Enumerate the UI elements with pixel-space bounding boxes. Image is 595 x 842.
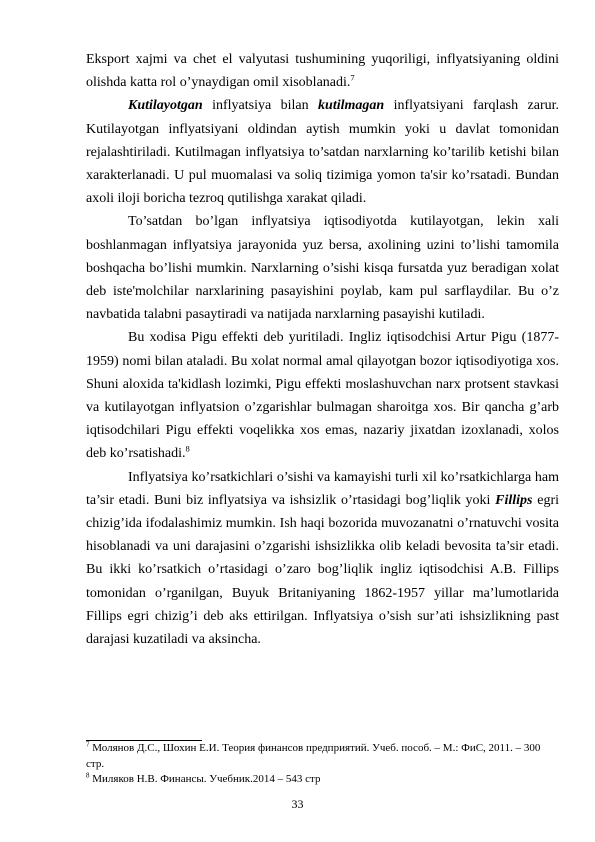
paragraph-text: inflyatsiyani farqlash zarur. Kutilayotgan inflyatsiyani oldindan aytish mumkin yoki u davlat tomonidan rejalashtiriladi. Kutilmagan inflyatsiya to’satdan narxlarning ko’tarilib ketishi bilan xarakterlanadi. U pul muomalasi va soliq tizimiga yomon ta'sir ko’rsatadi. Bundan axoli iloji boricha tezroq qutilishga xarakat qiladi. — [86, 98, 560, 207]
paragraph-3 — [86, 210, 559, 326]
footnote-7 — [86, 741, 559, 772]
footnotes — [86, 741, 559, 788]
paragraph-2 — [86, 94, 559, 210]
paragraph-text: inflyatsiya bilan — [202, 98, 319, 114]
footnote-ref-8[interactable]: 8 — [185, 443, 190, 454]
footnote-text: Молянов Д.С., Шохин Е.И. Теория финансов предприятий. Учеб. пособ. – М.: ФиС, 2011. – 300 стр. — [86, 742, 541, 770]
footnote-number: 7 — [86, 740, 90, 749]
footnote-8 — [86, 772, 559, 788]
paragraph-text: To’satdan bo’lgan inflyatsiya iqtisodiyotda kutilayotgan, lekin xali boshlanmagan inflyatsiya jarayonida yuz bersa, axolining uzini to’lishi tamomila boshqacha bo’lishi mumkin. Narxlarning o’sishi kisqa fursatda yuz beradigan xolat deb iste'molchilar narxlarining pasayishini poylab, kam pul sarflaydilar. Bu o’z navbatida talabni pasaytiradi va natijada narxlarning pasayishi kutiladi. — [86, 214, 559, 323]
paragraph-text: egri chizig’ida ifodalashimiz mumkin. Ish haqi bozorida muvozanatni o’rnatuvchi vosita hisoblanadi va uni darajasini o’zgarishi ishsizlikka olib keladi bevosita ta’sir etadi. Bu ikki ko’rsatkich o’rtasidagi o’zaro bog’liqlik ingliz iqtisodchisi A.B. Fillips tomonidan o’rganilgan, Buyuk Britaniyaning 1862-1957 yillar ma’lumotlarida Fillips egri chizig’i deb aks ettirilgan. Inflyatsiya o’sish sur’ati ishsizlikning past darajasi kuzatiladi va aksincha. — [86, 492, 559, 648]
paragraph-5 — [86, 466, 559, 652]
page-number: 33 — [291, 797, 304, 811]
footnote-text: Миляков Н.В. Финансы. Учебник.2014 – 543 стр — [92, 773, 321, 785]
footnote-ref-7[interactable]: 7 — [350, 72, 355, 83]
paragraph-1 — [86, 48, 559, 94]
term-kutilayotgan: Kutilayotgan — [128, 98, 203, 114]
term-fillips: Fillips — [495, 492, 533, 508]
footnote-number: 8 — [86, 771, 90, 780]
document-body — [86, 48, 559, 651]
paragraph-text: Bu xodisa Pigu effekti deb yuritiladi. Ingliz iqtisodchisi Artur Pigu (1877-1959) nomi bilan ataladi. Bu xolat normal amal qilayotgan bozor iqtisodiyotiga xos. Shuni aloxida ta'kidlash lozimki, Pigu effekti moslashuvchan narx protsent stavkasi va kutilayotgan inflyatsion o’zgarishlar bulmagan sharoitga xos. Bir qancha g’arb iqtisodchilari Pigu effekti voqelikka xos emas, nazariy jixatdan izoxlanadi, xolos deb ko’rsatishadi. — [86, 330, 559, 462]
term-kutilmagan: kutilmagan — [318, 98, 385, 114]
paragraph-4 — [86, 326, 559, 465]
paragraph-text: Inflyatsiya ko’rsatkichlari o’sishi va kamayishi turli xil ko’rsatkichlarga ham ta’sir etadi. Buni biz inflyatsiya va ishsizlik o’rtasidagi bog’liqlik yoki — [86, 469, 559, 508]
paragraph-text: Eksport xajmi va chet el valyutasi tushumining yuqoriligi, inflyatsiyaning oldini olishda katta rol o’ynaydigan omil xisoblanadi. — [86, 52, 559, 91]
